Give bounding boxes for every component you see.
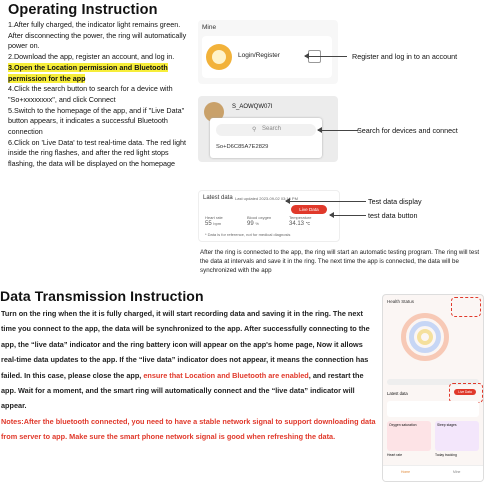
bottom-nav — [383, 465, 483, 482]
callout-register: Register and log in to an account — [352, 52, 458, 61]
avatar — [206, 44, 232, 70]
step-2: 2.Download the app, register an account, and log in. — [8, 52, 175, 62]
transmission-red: ensure that Location and Bluetooth are enabled — [143, 370, 309, 380]
step-4: 4.Click the search button to search for a device with "So+xxxxxxxx", and click Connect — [8, 84, 173, 104]
heart-card-label: Heart rate — [387, 453, 403, 457]
temp-label: Temperature — [289, 215, 312, 220]
transmission-title: Data Transmission Instruction — [0, 288, 204, 304]
oxygen-unit: % — [255, 221, 259, 226]
callout-search: Search for devices and connect — [357, 126, 458, 135]
arrow-search — [318, 130, 358, 131]
screenshot-health — [382, 294, 484, 482]
transmission-p1-end: , and restart the app. Wait for a moment, and the smart ring will automatically connect and the “live data” indicator will appear. — [1, 370, 364, 411]
operating-steps — [8, 20, 194, 170]
step-6: 6.Click on 'Live Data' to test real-time data. The red light inside the ring flashes, and after the red light stops flashing, the data will be displayed on the homepage — [8, 137, 186, 169]
search-popup — [210, 118, 322, 158]
today-card-label: Today tracking — [435, 453, 457, 457]
search-box[interactable] — [216, 124, 316, 136]
temp-unit: ℃ — [305, 221, 311, 226]
oxygen-label: Blood oxygen — [247, 215, 272, 220]
login-card[interactable] — [202, 36, 332, 78]
connected-note: After the ring is connected to the app, the ring will start an automatic testing program. The ring will test the data at intervals and save it in the ring. The next time the app is connected, the data will be synchronized with the app — [200, 249, 480, 275]
nav-home[interactable]: Home — [401, 470, 411, 474]
health-header: Health Status — [387, 299, 415, 304]
callout-display: Test data display — [368, 197, 422, 206]
heart-value: 55 — [205, 221, 212, 227]
sleep-card[interactable] — [435, 421, 479, 451]
step-5: 5.Switch to the homepage of the app, and if "Live Data" button appears, it indicates a successful Bluetooth connection — [8, 105, 185, 137]
transmission-note: Notes:After the bluetooth connected, you need to have a stable network signal to support downloading data from server to app. Make sure the smart phone network signal is good when refreshing the data. — [1, 416, 376, 442]
search-icon: ⚲ — [252, 127, 257, 133]
operating-title: Operating Instruction — [8, 2, 158, 18]
heart-label: Heart rate — [205, 215, 223, 220]
battery-highlight — [451, 297, 481, 317]
oxygen-card[interactable] — [387, 421, 431, 451]
temp-value: 34.13 — [289, 221, 305, 227]
search-label: Search — [262, 126, 282, 132]
status-ring-inner — [417, 329, 433, 345]
screenshot-login — [198, 20, 338, 84]
latest-title: Latest data — [203, 195, 233, 201]
phone-live-button[interactable]: Live Data — [454, 389, 476, 395]
transmission-p1: Turn on the ring when the it is fully charged, it will start recording data and saving it in the ring. The next time you connect to the app, the data will be synchronized to the app. After successfully connecting to the app, the “live data” indicator and the ring battery icon will appear on the app's home page, Now it allows real-time data updates to the app. If the “live data” indicator does not appear, it means the connection has failed. In this case, please close the app, — [1, 309, 370, 380]
login-register-link[interactable]: Login/Register — [238, 52, 280, 59]
arrow-register — [305, 56, 347, 57]
screenshot-latest — [198, 190, 340, 242]
step-3-highlight: 3.Open the Location permission and Bluetooth permission for the app — [8, 62, 168, 83]
sleep-card-label: Sleep stages — [437, 423, 457, 427]
nav-mine[interactable]: Mine — [453, 470, 461, 474]
mine-header: Mine — [202, 24, 217, 31]
device-result[interactable]: So+D6C85A7E2829 — [216, 144, 269, 150]
heart-unit: bpm — [213, 221, 222, 226]
oxygen-value: 99 — [247, 221, 254, 227]
phone-latest: Latest data — [387, 391, 408, 396]
callout-button: test data button — [368, 211, 418, 220]
latest-note: * Data is for reference, not for medical diagnosis — [205, 232, 291, 237]
oxygen-card-label: Oxygen saturation — [389, 423, 417, 427]
latest-updated: Last updated 2023-09-02 03:16 PM — [235, 196, 298, 201]
device-name: S_AOWQW07I — [232, 104, 273, 110]
live-data-button[interactable]: Live Data — [291, 205, 327, 214]
step-1: 1.After fully charged, the indicator light remains green. After disconnecting the power, the ring will automatically power on. — [8, 20, 187, 51]
transmission-body — [1, 306, 377, 445]
arrow-button — [330, 215, 366, 216]
arrow-display — [286, 201, 366, 202]
